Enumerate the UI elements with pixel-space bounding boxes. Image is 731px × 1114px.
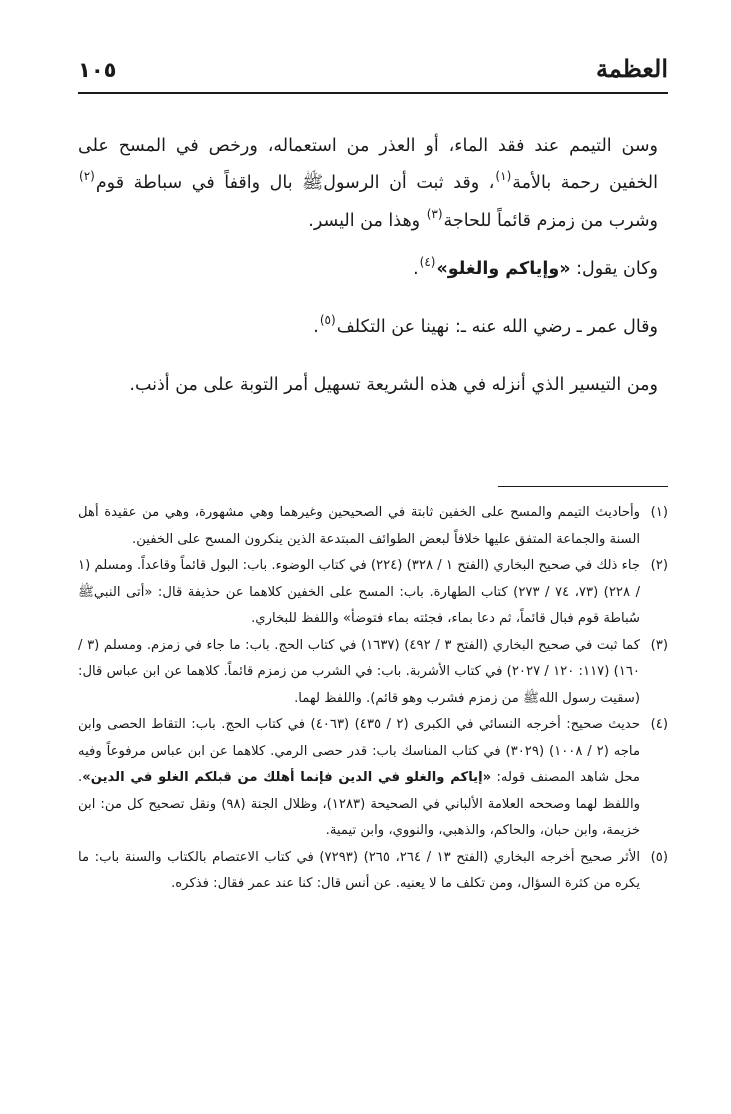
paragraph-1-text-a: وسن التيمم عند فقد الماء، أو العذر من استعماله، ورخص في المسح على الخفين رحمة بالأمة <box>78 136 658 193</box>
footnote-number: (١) <box>650 505 668 520</box>
paragraph-3-text: وقال عمر ـ رضي الله عنه ـ: نهينا عن التكلف <box>336 317 658 337</box>
footnote-number: (٥) <box>650 849 668 865</box>
paragraph-4: ومن التيسير الذي أنزله في هذه الشريعة تسهيل أمر التوبة على من أذنب. <box>129 375 658 395</box>
footnote-ref-5: (٥) <box>319 313 336 327</box>
footnote-text: وأحاديث التيمم والمسح على الخفين ثابتة في الصحيحين وغيرهما وهي مشهورة، وهي من عقيدة أهل السنة والجماعة المتفق عليها خلافاً لبعض الطوائف المبتدعة الذين ينكرون المسح على الخفين. <box>78 505 640 547</box>
page-header <box>78 54 668 88</box>
footnote-text-b: . واللفظ لهما وصححه العلامة الألباني في الصحيحة (١٢٨٣)، وظلال الجنة (٩٨) ونقل تصحيح كل من: ابن خزيمة، وابن حبان، والحاكم، والذهبي، والنووي، وابن تيمية. <box>78 770 640 838</box>
footnote-number: (٣) <box>650 637 668 653</box>
footnote-divider <box>498 486 668 487</box>
paragraph-2-end: . <box>413 259 419 279</box>
footnote-ref-1: (١) <box>495 169 512 183</box>
paragraph-1-text-b: ، وقد ثبت أن الرسولﷺ بال واقفاً في سباطة قوم <box>95 173 495 193</box>
paragraph-3-end: . <box>313 317 319 337</box>
footnote-text: جاء ذلك في صحيح البخاري (الفتح ١ / ٣٢٨) (٢٢٤) في كتاب الوضوء. باب: البول قائماً وقاعداً. ومسلم (١ / ٢٢٨) (٧٣، ٧٤ / ٢٧٣) كتاب الطهارة. باب: المسح على الخفين كلاهما عن حذيفة قال: «أتى النبيﷺ سُباطة قوم فبال قائماً، ثم دعا بماء، فجئته بماء فتوضأ» واللفظ للبخاري. <box>78 558 641 626</box>
footnote-number: (٤) <box>650 717 668 732</box>
paragraph-1 <box>78 128 658 241</box>
footnote-2 <box>78 553 668 633</box>
paragraph-1-text-c: وشرب من زمزم قائماً للحاجة <box>443 211 658 231</box>
main-text <box>78 128 658 404</box>
page-number: ١٠٥ <box>78 58 117 82</box>
footnote-text: الأثر صحيح أخرجه البخاري (الفتح ١٣ / ٢٦٤، ٢٦٥) (٧٢٩٣) في كتاب الاعتصام بالكتاب والسنة باب: ما يكره من كثرة السؤال، ومن تكلف ما لا يعنيه. عن أنس قال: كنا عند عمر فقال: فذكره. <box>78 849 641 891</box>
footnote-text <box>78 712 640 845</box>
footnote-number: (٢) <box>650 558 668 573</box>
footnote-text: كما ثبت في صحيح البخاري (الفتح ٣ / ٤٩٢) (١٦٣٧) في كتاب الحج. باب: ما جاء في زمزم. ومسلم (٣ / ١٦٠) (١١٧: ١٢٠ / ٢٠٢٧) في كتاب الأشربة. باب: في الشرب من زمزم قائماً. كلاهما عن ابن عباس قال: (سقيت رسول اللهﷺ من زمزم فشرب وهو قائم). واللفظ لهما. <box>78 637 641 706</box>
footnotes <box>78 500 668 898</box>
footnote-5 <box>78 845 668 898</box>
footnote-1 <box>78 500 668 553</box>
footnote-4 <box>78 712 668 845</box>
paragraph-2-text: وكان يقول: <box>570 259 658 279</box>
footnote-ref-2: (٢) <box>79 169 95 183</box>
header-divider <box>78 92 668 94</box>
footnote-hadith-quote: «إياكم والغلو في الدين فإنما أهلك من قبلكم الغلو في الدين» <box>82 770 492 785</box>
footnote-ref-4: (٤) <box>419 255 436 269</box>
paragraph-2-quote: «وإياكم والغلو» <box>436 259 571 279</box>
footnote-ref-3: (٣) <box>426 207 443 221</box>
paragraph-2 <box>78 251 658 289</box>
footnote-3 <box>78 633 668 713</box>
paragraph-1-text-d: وهذا من اليسر. <box>308 211 426 231</box>
paragraph-3 <box>78 309 658 347</box>
footnote-text-a: حديث صحيح: أخرجه النسائي في الكبرى (٢ / ٤٣٥) (٤٠٦٣) في كتاب الحج. باب: التقاط الحصى وابن ماجه (٢ / ١٠٠٨) (٣٠٢٩) في كتاب المناسك باب: قدر حصى الرمي. كلاهما عن ابن عباس مرفوعاً وفيه محل شاهد المصنف قوله: <box>78 717 641 785</box>
running-title: العظمة <box>596 54 668 83</box>
